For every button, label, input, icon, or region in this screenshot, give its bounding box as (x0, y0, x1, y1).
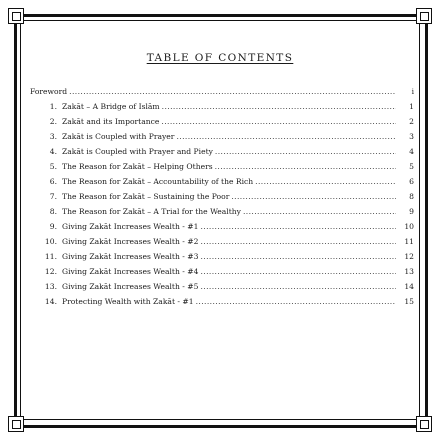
toc-entry-title: The Reason for Zakāt – Accountability of the Rich (62, 177, 254, 186)
toc-entry[interactable] (30, 114, 414, 129)
toc-entry-page: 12 (404, 252, 414, 261)
dot-leader (255, 174, 396, 189)
toc-entry-page: 10 (404, 222, 414, 231)
toc-entry[interactable] (30, 294, 414, 309)
dot-leader (200, 249, 396, 264)
toc-entry-number: 4. (49, 147, 57, 156)
toc-entry-number: 13. (44, 282, 57, 291)
toc-entry-page: 1 (409, 102, 414, 111)
toc-entry-page: 5 (409, 162, 414, 171)
toc-entry-page: 4 (409, 147, 414, 156)
corner-ornament-bottom-left (8, 416, 24, 432)
dot-leader (161, 114, 396, 129)
toc-entry[interactable] (30, 234, 414, 249)
toc-entry-number: 7. (49, 192, 57, 201)
toc-entry-number: 5. (49, 162, 57, 171)
toc-entry-page: 6 (409, 177, 414, 186)
toc-entry-title: Giving Zakāt Increases Wealth - #1 (62, 222, 199, 231)
toc-entry-number: 2. (49, 117, 57, 126)
toc-entry[interactable] (30, 264, 414, 279)
toc-list (30, 84, 414, 309)
toc-entry-page: 14 (404, 282, 414, 291)
toc-entry[interactable] (30, 249, 414, 264)
dot-leader (162, 99, 396, 114)
toc-entry-title: The Reason for Zakāt – Sustaining the Poor (62, 192, 230, 201)
toc-entry[interactable] (30, 129, 414, 144)
dot-leader (200, 279, 396, 294)
toc-entry-number: 14. (44, 297, 57, 306)
toc-entry-foreword[interactable] (30, 84, 414, 99)
toc-entry[interactable] (30, 174, 414, 189)
toc-entry-page: 11 (404, 237, 414, 246)
toc-entry-title: Zakāt is Coupled with Prayer (62, 132, 175, 141)
dot-leader (196, 294, 396, 309)
toc-entry-title: Zakāt – A Bridge of Islām (62, 102, 160, 111)
toc-entry-page: 9 (409, 207, 414, 216)
toc-entry[interactable] (30, 144, 414, 159)
toc-entry-page: 15 (404, 297, 414, 306)
dot-leader (200, 264, 396, 279)
toc-entry[interactable] (30, 189, 414, 204)
toc-entry-title: Zakāt and its Importance (62, 117, 160, 126)
dot-leader (69, 84, 396, 99)
toc-entry-number: 12. (44, 267, 57, 276)
toc-entry-number: 11. (44, 252, 57, 261)
toc-entry-page: 8 (409, 192, 414, 201)
toc-entry-page: i (411, 87, 414, 96)
toc-heading: TABLE OF CONTENTS (146, 52, 294, 64)
toc-entry-number: 8. (49, 207, 57, 216)
toc-entry-title: Foreword (30, 87, 68, 96)
dot-leader (176, 129, 396, 144)
toc-entry-page: 2 (409, 117, 414, 126)
toc-entry-title: Zakāt is Coupled with Prayer and Piety (62, 147, 213, 156)
corner-ornament-bottom-right (416, 416, 432, 432)
toc-entry-title: Giving Zakāt Increases Wealth - #2 (62, 237, 199, 246)
dot-leader (200, 219, 396, 234)
toc-entry-title: Giving Zakāt Increases Wealth - #3 (62, 252, 199, 261)
toc-entry-title: Giving Zakāt Increases Wealth - #5 (62, 282, 199, 291)
toc-entry[interactable] (30, 279, 414, 294)
toc-entry-number: 6. (49, 177, 57, 186)
dot-leader (231, 189, 396, 204)
toc-entry-page: 13 (404, 267, 414, 276)
corner-ornament-top-right (416, 8, 432, 24)
toc-entry-title: The Reason for Zakāt – A Trial for the Wealthy (62, 207, 241, 216)
toc-entry-title: Giving Zakāt Increases Wealth - #4 (62, 267, 199, 276)
dot-leader (215, 144, 396, 159)
toc-entry[interactable] (30, 204, 414, 219)
toc-entry-title: The Reason for Zakāt – Helping Others (62, 162, 213, 171)
dot-leader (215, 159, 396, 174)
toc-entry-title: Protecting Wealth with Zakāt - #1 (62, 297, 194, 306)
corner-ornament-top-left (8, 8, 24, 24)
dot-leader (200, 234, 396, 249)
toc-entry-number: 1. (49, 102, 57, 111)
dot-leader (243, 204, 396, 219)
toc-entry[interactable] (30, 159, 414, 174)
toc-entry-page: 3 (409, 132, 414, 141)
toc-entry-number: 9. (49, 222, 57, 231)
toc-entry[interactable] (30, 219, 414, 234)
toc-entry-number: 10. (44, 237, 57, 246)
toc-entry-number: 3. (49, 132, 57, 141)
toc-entry[interactable] (30, 99, 414, 114)
